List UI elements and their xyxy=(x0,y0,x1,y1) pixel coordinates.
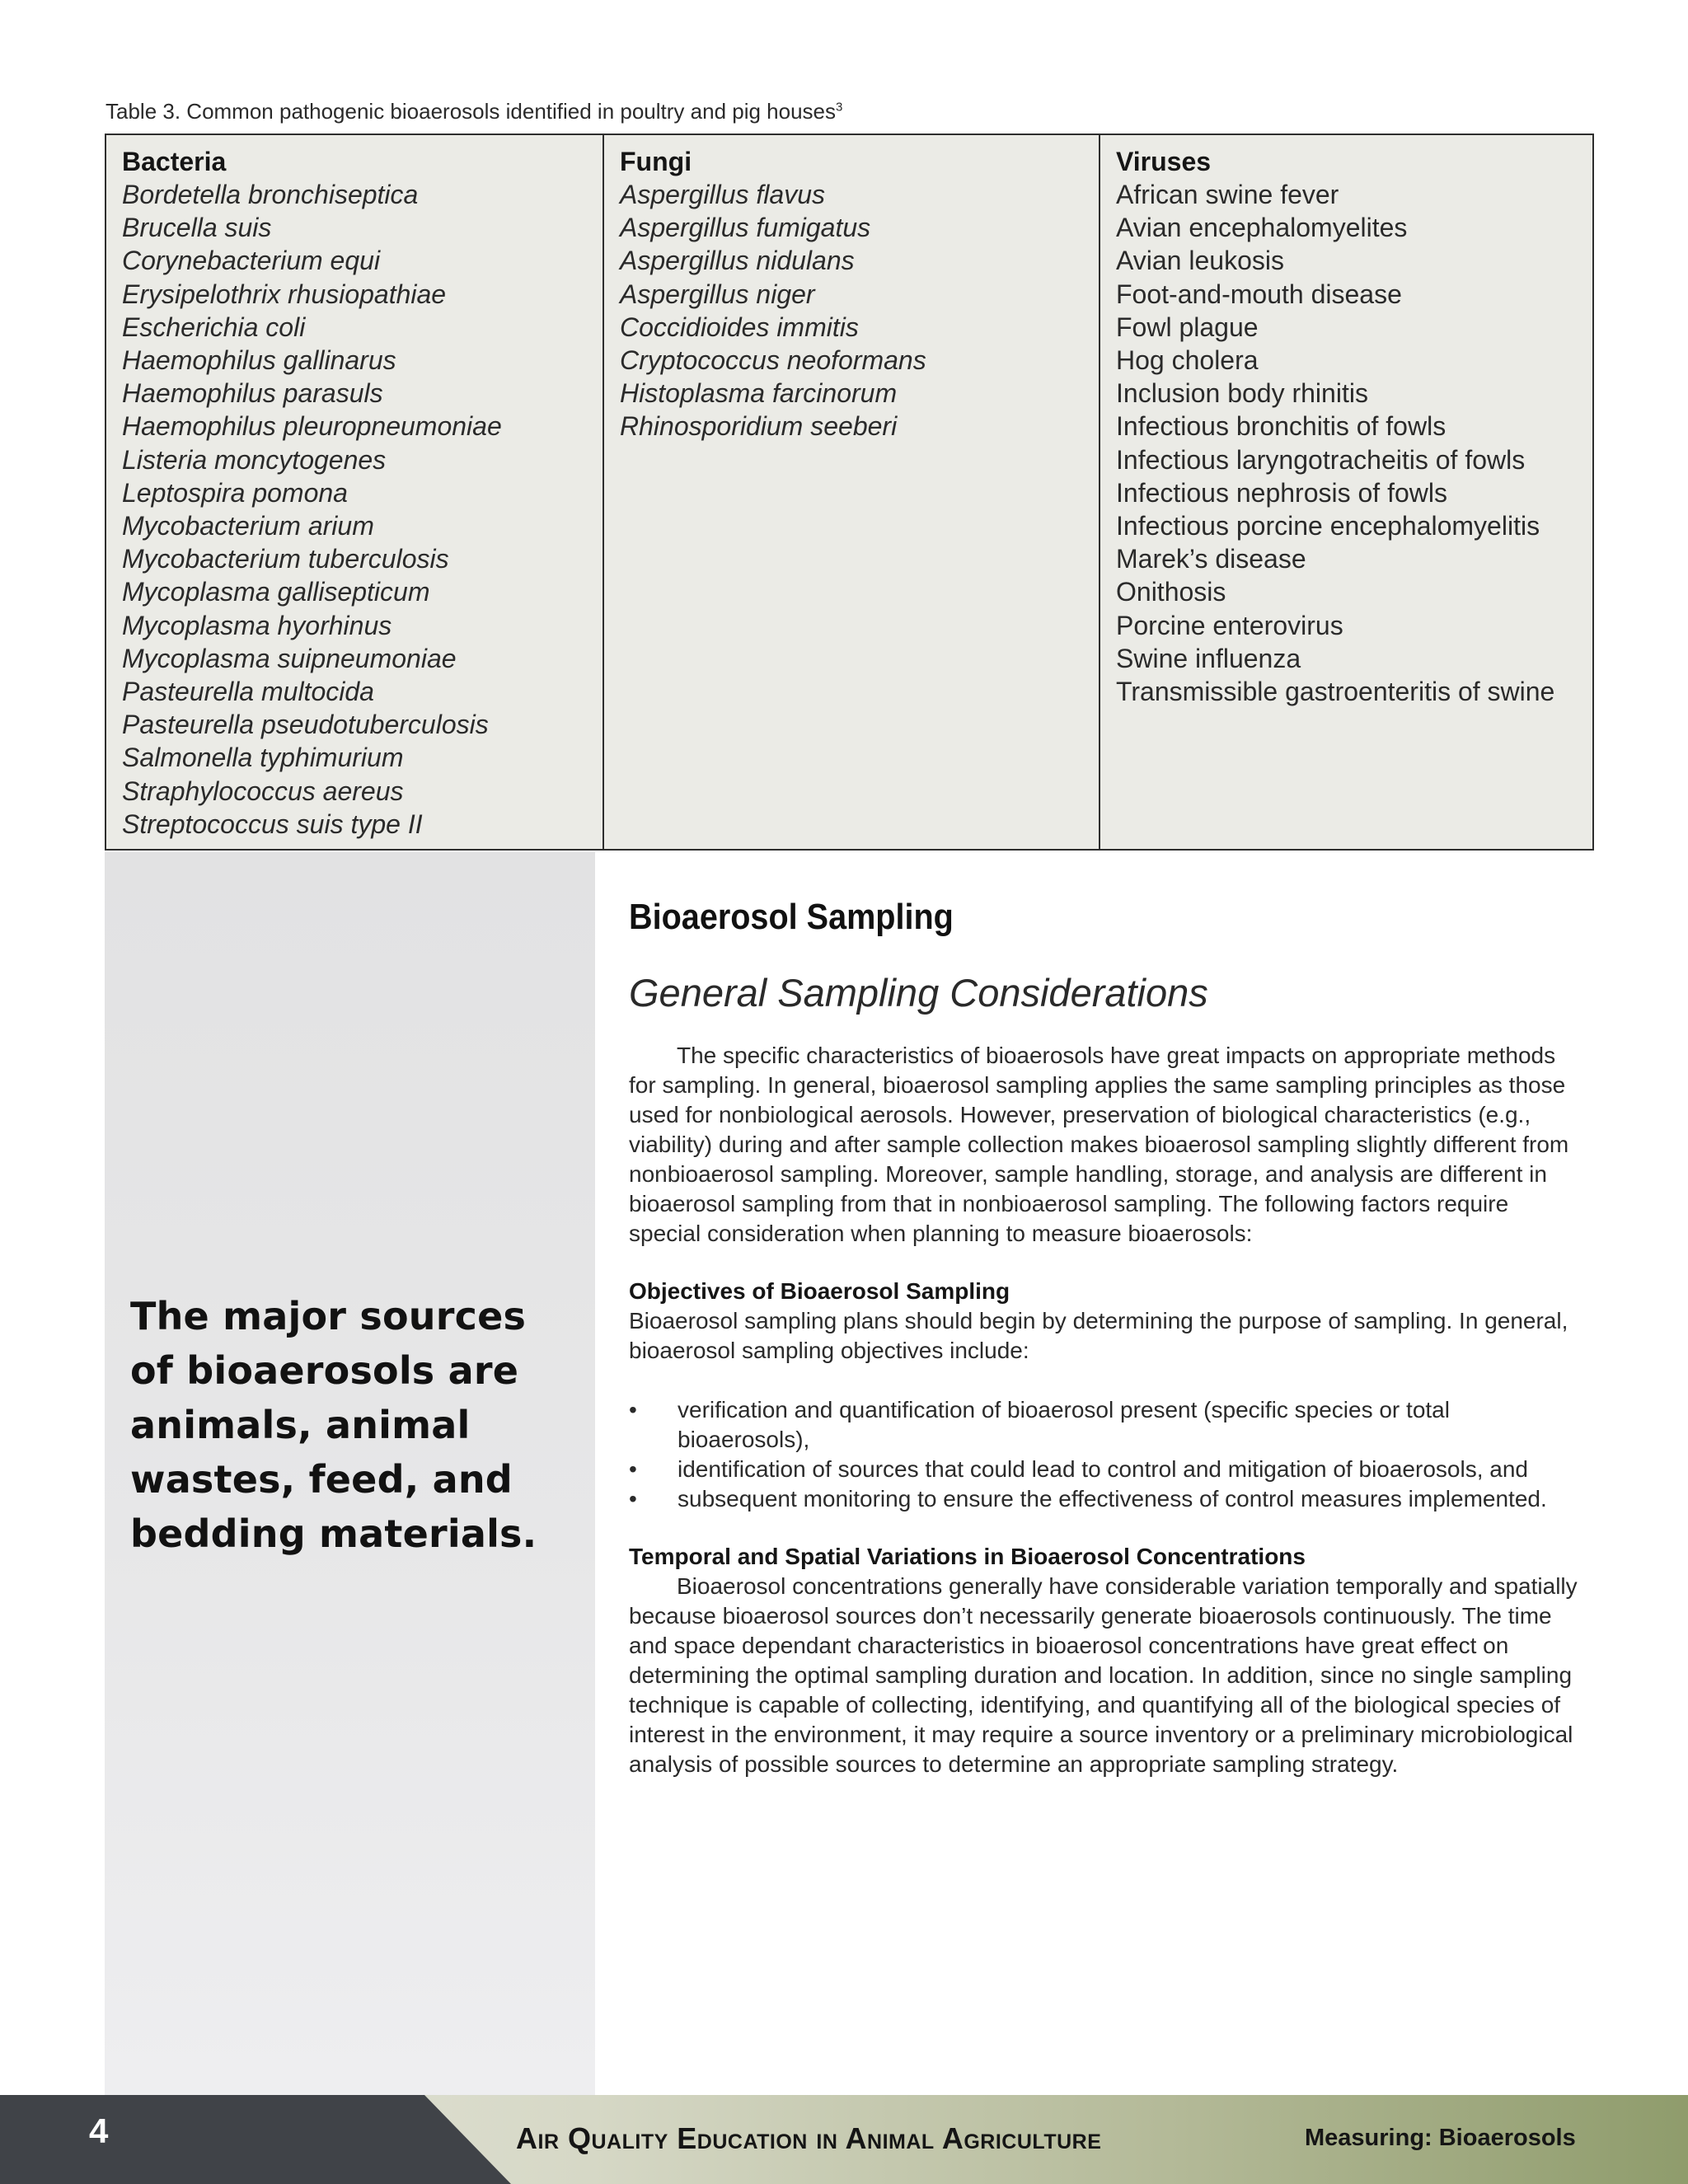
table-cell: Erysipelothrix rhusiopathiae xyxy=(122,279,447,309)
temporal-paragraph: Bioaerosol concentrations generally have considerable variation temporally and spatially because bioaerosol sources don’t necessarily generate bioaerosols continuously. The time and space dependant characteristics in bioaerosol concentrations have great effect on determining the optimal sampling duration and location. In addition, since no single sampling technique is capable of collecting, identifying, and quantifying all of the biological species of interest in the environment, it may require a source inventory or a preliminary microbiological analysis of possible sources to determine an appropriate sampling strategy. xyxy=(629,1573,1578,1777)
table-cell: Straphylococcus aereus xyxy=(122,776,404,806)
column-header: Viruses xyxy=(1116,147,1212,176)
footer-page-tab xyxy=(0,2095,511,2184)
table-cell: Aspergillus flavus xyxy=(620,180,825,209)
bullet-icon: • xyxy=(629,1397,637,1422)
table-cell: Infectious nephrosis of fowls xyxy=(1116,477,1447,508)
list-item-text: identification of sources that could lead to control and mitigation of bioaerosols, and xyxy=(678,1456,1528,1482)
table-cell: Haemophilus parasuls xyxy=(122,378,383,409)
table-cell: Inclusion body rhinitis xyxy=(1116,378,1368,409)
objectives-paragraph: Bioaerosol sampling plans should begin by determining the purpose of sampling. In general, bioaerosol sampling objectives include: xyxy=(629,1308,1568,1363)
sidebar-panel xyxy=(105,852,595,2095)
list-item xyxy=(629,1395,1585,1455)
table-cell: Coccidioides immitis xyxy=(620,312,859,342)
column-items xyxy=(1116,178,1592,708)
table-cell: Transmissible gastroenteritis of swine xyxy=(1116,677,1555,707)
table-cell: Mycobacterium arium xyxy=(122,511,374,541)
table-column-fungi xyxy=(603,135,1099,849)
column-header: Bacteria xyxy=(122,147,227,176)
table-cell: Hog cholera xyxy=(1116,345,1259,376)
table-cell: Haemophilus pleuropneumoniae xyxy=(122,411,502,442)
table-cell: Onithosis xyxy=(1116,577,1226,607)
table-cell: Aspergillus nidulans xyxy=(620,246,855,276)
table-cell: Mycoplasma hyorhinus xyxy=(122,610,392,640)
bullet-icon: • xyxy=(629,1486,637,1511)
publication-title: Air Quality Education in Animal Agriculture xyxy=(516,2121,1102,2155)
table-cell: Marek’s disease xyxy=(1116,544,1306,574)
objectives-heading: Objectives of Bioaerosol Sampling xyxy=(629,1278,1010,1304)
page-footer xyxy=(0,2095,1688,2184)
table-cell: Aspergillus niger xyxy=(620,279,815,309)
table-cell: Haemophilus gallinarus xyxy=(122,345,396,376)
table-cell: Histoplasma farcinorum xyxy=(620,378,898,409)
table-cell: Infectious porcine encephalomyelitis xyxy=(1116,511,1540,541)
table-caption-text: Table 3. Common pathogenic bioaerosols identified in poultry and pig houses xyxy=(106,99,837,124)
temporal-heading: Temporal and Spatial Variations in Bioaerosol Concentrations xyxy=(629,1544,1306,1569)
objectives-list xyxy=(629,1395,1585,1514)
table-cell: Infectious bronchitis of fowls xyxy=(1116,411,1447,442)
subsection-title: General Sampling Considerations xyxy=(629,971,1208,1015)
table-cell: Mycoplasma gallisepticum xyxy=(122,577,430,607)
table-cell: Rhinosporidium seeberi xyxy=(620,411,898,442)
column-items xyxy=(122,178,603,841)
column-items xyxy=(620,178,1099,443)
table-cell: Swine influenza xyxy=(1116,643,1301,673)
table-cell: Leptospira pomona xyxy=(122,477,348,508)
table-cell: Streptococcus suis type II xyxy=(122,808,423,839)
table-cell: Mycobacterium tuberculosis xyxy=(122,544,449,574)
intro-paragraph: The specific characteristics of bioaerosols have great impacts on appropriate methods for sampling. In general, bioaerosol sampling applies the same sampling principles as those used for nonbiological aerosols. However, preservation of biological characteristics (e.g., viability) during and after sample collection makes bioaerosol sampling slightly different from nonbioaerosol sampling. Moreover, sample handling, storage, and analysis are different in bioaerosol sampling from that in nonbioaerosol sampling. The following factors require special consideration when planning to measure bioaerosols: xyxy=(629,1043,1569,1246)
table-cell: Infectious laryngotracheitis of fowls xyxy=(1116,444,1526,475)
table-cell: Pasteurella pseudotuberculosis xyxy=(122,710,489,740)
pathogen-table xyxy=(105,134,1594,851)
section-name: Measuring: Bioaerosols xyxy=(1305,2125,1576,2151)
list-item xyxy=(629,1484,1585,1514)
table-cell: Salmonella typhimurium xyxy=(122,743,404,773)
page-number: 4 xyxy=(89,2111,109,2150)
column-header: Fungi xyxy=(620,147,692,176)
table-cell: Listeria moncytogenes xyxy=(122,444,387,475)
table-cell: Porcine enterovirus xyxy=(1116,610,1343,640)
list-item xyxy=(629,1455,1585,1484)
table-caption-footnote-ref: 3 xyxy=(836,100,843,115)
table-cell: Mycoplasma suipneumoniae xyxy=(122,643,457,673)
table-cell: African swine fever xyxy=(1116,180,1339,209)
main-content xyxy=(629,894,1585,1779)
table-cell: Avian leukosis xyxy=(1116,246,1284,276)
list-item-text: verification and quantification of bioaerosol present (specific species or total bioaerosols), xyxy=(678,1397,1450,1452)
table-column-bacteria xyxy=(106,135,603,849)
table-column-viruses xyxy=(1099,135,1592,849)
table-cell: Cryptococcus neoformans xyxy=(620,345,926,376)
table-caption xyxy=(106,99,842,124)
table-cell: Avian encephalomyelites xyxy=(1116,213,1408,243)
table-cell: Corynebacterium equi xyxy=(122,246,381,276)
table-cell: Pasteurella multocida xyxy=(122,677,374,707)
section-title: Bioaerosol Sampling xyxy=(629,897,954,937)
table-cell: Aspergillus fumigatus xyxy=(620,213,871,243)
table-cell: Escherichia coli xyxy=(122,312,306,342)
table-cell: Foot-and-mouth disease xyxy=(1116,279,1402,309)
bullet-icon: • xyxy=(629,1456,637,1482)
table-cell: Fowl plague xyxy=(1116,312,1259,342)
table-cell: Brucella suis xyxy=(122,213,272,243)
list-item-text: subsequent monitoring to ensure the effectiveness of control measures implemented. xyxy=(678,1486,1547,1511)
table-cell: Bordetella bronchiseptica xyxy=(122,180,419,209)
pull-quote: The major sources of bioaerosols are animals, animal wastes, feed, and bedding materials. xyxy=(130,1294,537,1556)
